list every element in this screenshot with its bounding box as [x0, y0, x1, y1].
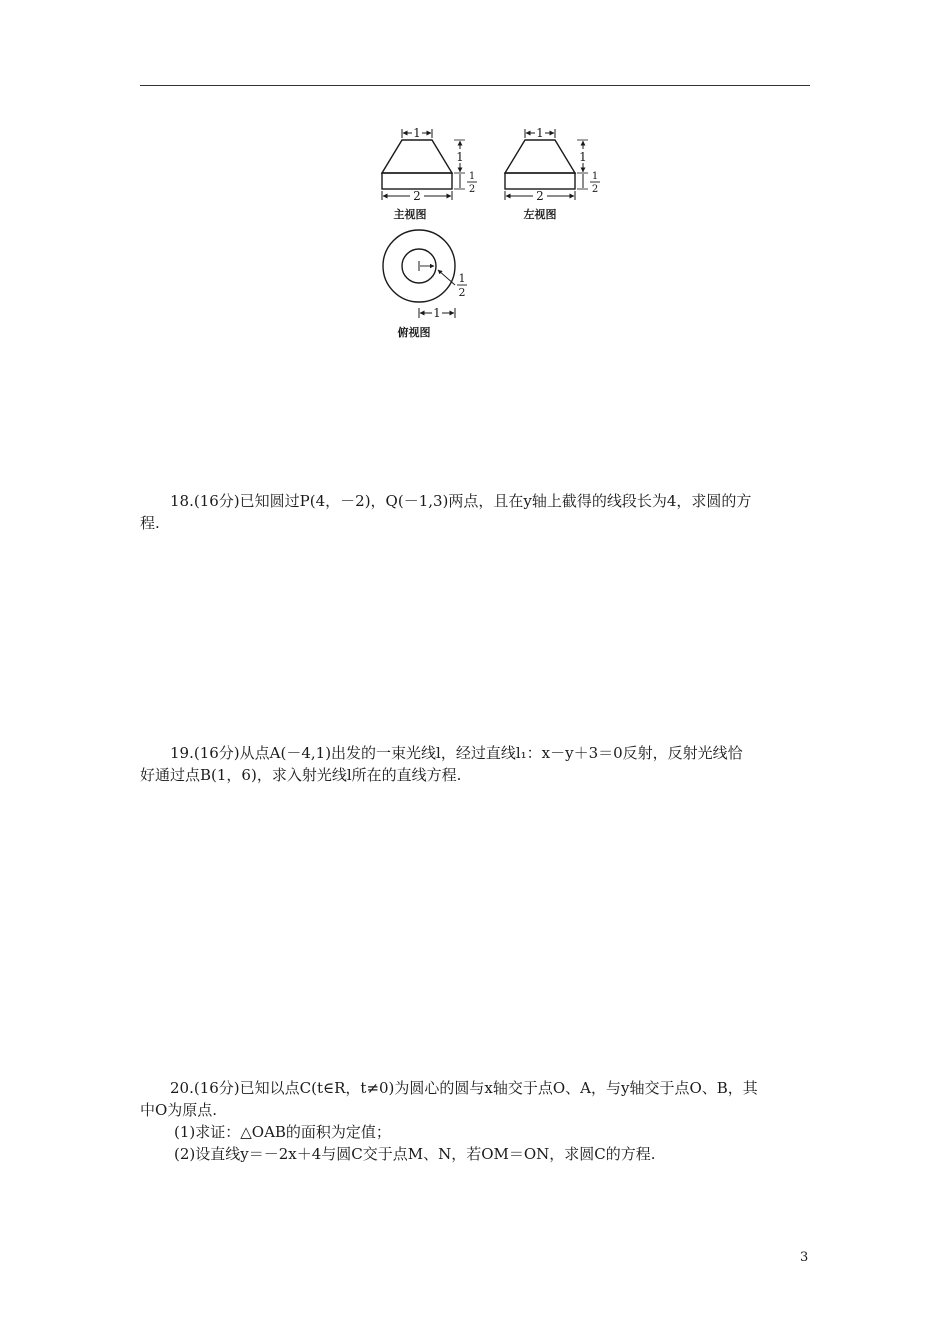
top-ring-width-den: 2: [458, 286, 466, 299]
question-20: [140, 1077, 812, 1165]
front-top-width: 1: [413, 126, 421, 140]
front-view: [382, 126, 477, 203]
top-view-label: 俯视图: [397, 326, 431, 339]
top-ring-width-num: 1: [458, 272, 466, 285]
question-18-line2: 程.: [140, 514, 160, 532]
side-view: [505, 126, 600, 203]
side-view-label: 左视图: [523, 208, 557, 221]
question-18: [140, 490, 812, 534]
page-number: 3: [800, 1250, 809, 1265]
question-18-number: 18.: [170, 492, 194, 510]
question-19-line1: 从点A(－4,1)出发的一束光线l，经过直线l₁：x－y＋3＝0反射，反射光线恰: [239, 744, 743, 762]
top-inner-length: 1: [433, 306, 441, 320]
top-view: [383, 230, 467, 320]
three-view-figure: [370, 118, 630, 343]
question-20-number: 20.: [170, 1079, 194, 1097]
question-19: [140, 742, 812, 786]
front-base-height-den: 2: [468, 184, 476, 195]
front-base-height-num: 1: [468, 171, 476, 182]
question-19-number: 19.: [170, 744, 194, 762]
question-20-score: (16分): [193, 1079, 240, 1097]
question-20-part2: (2)设直线y＝－2x＋4与圆C交于点M、N，若OM＝ON，求圆C的方程.: [174, 1145, 656, 1163]
front-height: 1: [456, 150, 464, 164]
side-top-width: 1: [536, 126, 544, 140]
front-bottom-width: 2: [413, 189, 421, 203]
side-base-height-num: 1: [591, 171, 599, 182]
front-view-label: 主视图: [393, 208, 427, 221]
question-19-line2: 好通过点B(1，6)，求入射光线l所在的直线方程.: [140, 766, 462, 784]
question-20-part1: (1)求证：△OAB的面积为定值；: [174, 1123, 391, 1141]
question-18-line1: 已知圆过P(4，－2)，Q(－1,3)两点，且在y轴上截得的线段长为4，求圆的方: [239, 492, 752, 510]
header-rule: [140, 85, 810, 86]
question-18-score: (16分): [193, 492, 240, 510]
side-bottom-width: 2: [536, 189, 544, 203]
side-base-height-den: 2: [591, 184, 599, 195]
question-20-line2: 中O为原点.: [140, 1101, 218, 1119]
question-20-line1: 已知以点C(t∈R，t≠0)为圆心的圆与x轴交于点O、A，与y轴交于点O、B，其: [239, 1079, 758, 1097]
question-19-score: (16分): [193, 744, 240, 762]
side-height: 1: [579, 150, 587, 164]
